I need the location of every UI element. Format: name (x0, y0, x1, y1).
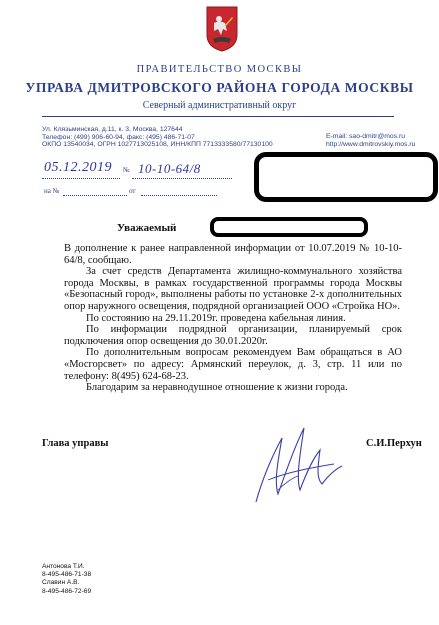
moscow-coat-of-arms-icon (205, 5, 239, 53)
signatory-title: Глава управы (42, 438, 109, 449)
website-link[interactable]: http://www.dmitrovskiy.mos.ru (326, 140, 416, 148)
reference-date-underline (141, 195, 217, 196)
reference-date-label: от (129, 187, 136, 195)
paragraph: За счет средств Департамента жилищно-коммунального хозяйства города Москвы, в рамках государственной программы города Москвы «Безопасный город», выполнены работы по установке 2-х дополнительных опор наружного освещения, подрядной организацией ООО «Стройка НО». (64, 266, 402, 312)
district-name: Северный административный округ (142, 100, 297, 111)
reference-number-underline (63, 195, 127, 196)
government-name: ПРАВИТЕЛЬСТВО МОСКВЫ (136, 64, 303, 75)
redacted-name (210, 217, 368, 237)
paragraph: По состоянию на 29.11.2019г. проведена кабельная линия. (86, 312, 346, 324)
paragraph: По дополнительным вопросам рекомендуем Вам обращаться в АО «Мосгорсвет» по адресу: Армянский переулок, д. 3, стр. 11 или по телефону: 8(495) 624-68-23. (64, 347, 402, 382)
signatory-name: С.И.Перхун (366, 438, 422, 449)
executors-block (42, 563, 91, 596)
paragraph: Благодарим за неравнодушное отношение к жизни города. (86, 382, 348, 394)
number-underline (132, 178, 232, 179)
outgoing-date: 05.12.2019 (44, 160, 112, 175)
executor-phone: 8-495-486-71-38 (42, 571, 92, 579)
number-label: № (123, 166, 130, 174)
date-underline (42, 178, 120, 179)
reference-row (44, 187, 59, 195)
handwritten-signature (248, 420, 348, 508)
reference-date-row (129, 187, 135, 195)
redacted-recipient (254, 152, 438, 202)
phone-line: Телефон: (499) 906-60-94, факс: (495) 486-71-07 (42, 133, 195, 141)
greeting: Уважаемый (117, 222, 177, 234)
executor-name: Антонова Т.И. (42, 563, 85, 570)
executor-phone: 8-495-486-72-69 (42, 587, 92, 595)
header-divider (42, 116, 394, 117)
executor-name: Славин А.В. (42, 579, 80, 587)
address-block (42, 126, 273, 149)
paragraph: По информации подрядной организации, планируемый срок подключения опор освещения до 30.01.2020г. (64, 324, 402, 347)
reference-number-label: на № (44, 187, 60, 195)
address-line: Ул. Клязьминская, д.11, к. 3, Москва, 127644 (42, 126, 183, 133)
paragraph: В дополнение к ранее направленной информации от 10.07.2019 № 10-10-64/8, сообщаю. (64, 243, 402, 266)
outgoing-number: 10-10-64/8 (138, 161, 201, 176)
authority-name: УПРАВА ДМИТРОВСКОГО РАЙОНА ГОРОДА МОСКВЫ (25, 80, 414, 95)
email-link[interactable]: E-mail: sao-dmitr@mos.ru (326, 133, 406, 140)
registry-line: ОКПО 13540034, ОГРН 1027713025108, ИНН/КПП 7713333580/77130100 (42, 141, 273, 149)
contacts-block (326, 133, 415, 148)
letter-body (64, 243, 402, 394)
